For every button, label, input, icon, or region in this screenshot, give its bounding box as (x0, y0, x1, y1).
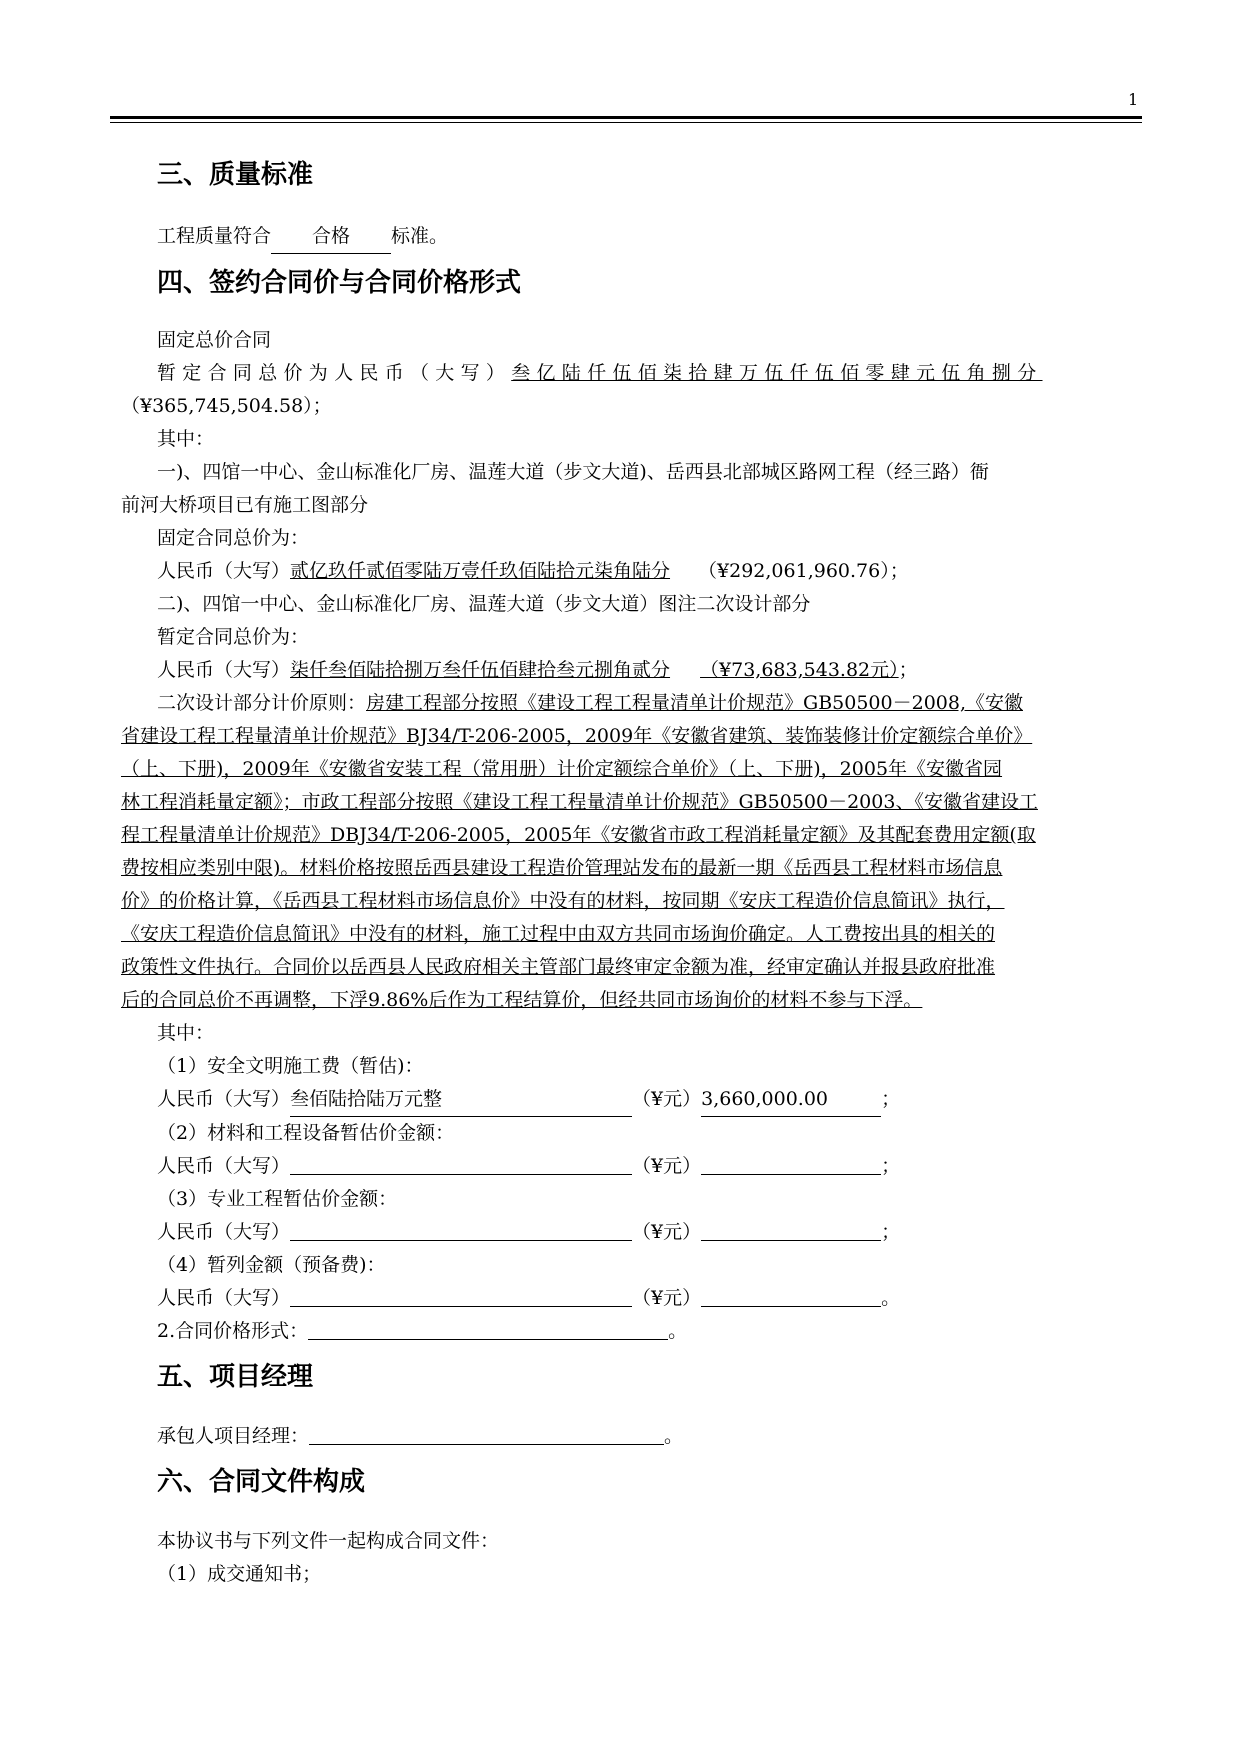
pricing-line-9: 后的合同总价不再调整，下浮9.86%后作为工程结算价，但经共同市场询价的材料不参与下浮。 (121, 989, 923, 1011)
item-3-rmb: 人民币（大写） (157, 1221, 291, 1243)
item-2-label: （2）材料和工程设备暂估价金额： (157, 1122, 455, 1144)
contract-docs-item-1: （1）成交通知书； (157, 1563, 322, 1585)
item-1-amount-line (157, 1083, 1137, 1117)
pricing-line-4: 程工程量清单计价规范》DBJ34/T-206-2005，2005年《安徽省市政工程消耗量定额》及其配套费用定额(取 (121, 824, 1036, 846)
contract-form-line (157, 1315, 1137, 1348)
part2-end: ； (898, 659, 918, 681)
part1-fixed-label: 固定合同总价为： (157, 527, 310, 549)
pricing-principles (121, 687, 1137, 1017)
item-4-words-blank (290, 1286, 632, 1307)
pricing-label: 二次设计部分计价原则： (157, 692, 367, 714)
part2-price-line (157, 654, 1137, 687)
item-2-amount-line (157, 1150, 1137, 1183)
total-price-prefix: 暂定合同总价为人民币（大写） (157, 362, 512, 384)
item-4-end: 。 (881, 1287, 901, 1309)
pricing-line-3: 林工程消耗量定额》；市政工程部分按照《建设工程工程量清单计价规范》GB50500－2003、《安徽省建设工 (121, 791, 1038, 813)
part1-words: 贰亿玖仟贰佰零陆万壹仟玖佰陆拾元柒角陆分 (290, 560, 671, 582)
item-3-words-blank (290, 1220, 632, 1241)
header-rule-thin (110, 122, 1142, 123)
pricing-line-8: 政策性文件执行。合同价以岳西县人民政府相关主管部门最终审定金额为准，经审定确认并报县政府批准 (121, 956, 996, 978)
item-4-yuan: （¥元） (632, 1287, 702, 1309)
item-1-digits: 3,660,000.00 (701, 1083, 881, 1117)
item-4-amount-line (157, 1282, 1137, 1315)
total-price-line (157, 357, 1137, 390)
project-manager-end: 。 (664, 1425, 684, 1447)
item-3-amount-line (157, 1216, 1137, 1249)
project-manager-blank (309, 1424, 664, 1445)
item-2-end: ； (881, 1155, 901, 1177)
section-4-title: 四、签约合同价与合同价格形式 (157, 268, 522, 298)
part1-rmb: 人民币（大写） (157, 560, 291, 582)
part1-price-line (157, 555, 1137, 588)
quality-prefix: 工程质量符合 (157, 225, 272, 247)
contract-form-label: 2.合同价格形式： (157, 1320, 309, 1342)
contract-form-blank (308, 1319, 668, 1340)
pricing-line-5: 费按相应类别中限)。材料价格按照岳西县建设工程造价管理站发布的最新一期《岳西县工程材料市场信息 (121, 857, 1003, 879)
item-4-label: （4）暂列金额（预备费)： (157, 1254, 386, 1276)
document-body (121, 160, 1137, 1591)
part2-rmb: 人民币（大写） (157, 659, 291, 681)
section-6-title: 六、合同文件构成 (157, 1467, 366, 1497)
item-2-words-blank (290, 1154, 632, 1175)
quality-suffix: 标准。 (391, 225, 449, 247)
pricing-line-0 (157, 687, 1137, 720)
item-3-digits-blank (701, 1220, 881, 1241)
part1-digits: （¥292,061,960.76）； (698, 560, 909, 582)
part1-line1: 一)、四馆一中心、金山标准化厂房、温莲大道（步文大道)、岳西县北部城区路网工程（经三路）衙 (157, 461, 989, 483)
pricing-line-1: 省建设工程工程量清单计价规范》BJ34/T-206-2005，2009年《安徽省建筑、装饰装修计价定额综合单价》 (121, 725, 1033, 747)
part2-line: 二)、四馆一中心、金山标准化厂房、温莲大道（步文大道）图注二次设计部分 (157, 593, 811, 615)
among-label: 其中： (157, 428, 215, 450)
item-3-yuan: （¥元） (632, 1221, 702, 1243)
part2-digits: （¥73,683,543.82元） (700, 659, 899, 681)
section-5-title: 五、项目经理 (157, 1362, 314, 1392)
total-price-digits: （¥365,745,504.58）； (121, 395, 332, 417)
pricing-line-2: （上、下册)，2009年《安徽省安装工程（常用册）计价定额综合单价》（上、下册)，2005年《安徽省园 (121, 758, 1003, 780)
item-2-yuan: （¥元） (632, 1155, 702, 1177)
item-1-words: 叁佰陆拾陆万元整 (290, 1083, 632, 1117)
section-3-title: 三、质量标准 (157, 160, 314, 190)
project-manager-label: 承包人项目经理： (157, 1425, 310, 1447)
contract-docs-intro: 本协议书与下列文件一起构成合同文件： (157, 1530, 500, 1552)
item-2-digits-blank (701, 1154, 881, 1175)
item-3-label: （3）专业工程暂估价金额： (157, 1188, 398, 1210)
item-1-yuan: （¥元） (632, 1088, 702, 1110)
item-4-digits-blank (701, 1286, 881, 1307)
item-1-end: ； (881, 1088, 901, 1110)
header-rule-thick (110, 116, 1142, 119)
part1-line2: 前河大桥项目已有施工图部分 (121, 494, 369, 516)
among-label-2: 其中： (157, 1022, 215, 1044)
item-1-label: （1）安全文明施工费（暂估)： (157, 1055, 424, 1077)
project-manager-line (157, 1420, 1137, 1453)
quality-standard-line (157, 220, 1137, 254)
contract-type: 固定总价合同 (157, 329, 272, 351)
pricing-line-6: 价》的价格计算，《岳西县工程材料市场信息价》中没有的材料，按同期《安庆工程造价信息简讯》执行， (121, 890, 1005, 912)
page-number: 1 (1128, 90, 1139, 109)
quality-value: 合格 (271, 220, 391, 254)
part2-words: 柒仟叁佰陆拾捌万叁仟伍佰肆拾叁元捌角贰分 (290, 659, 671, 681)
item-4-rmb: 人民币（大写） (157, 1287, 291, 1309)
contract-form-end: 。 (668, 1320, 688, 1342)
total-price-words: 叁亿陆仟伍佰柒拾肆万伍仟伍佰零肆元伍角捌分 (511, 362, 1043, 384)
item-1-rmb: 人民币（大写） (157, 1088, 291, 1110)
part2-label: 暂定合同总价为： (157, 626, 310, 648)
pricing-text-0: 房建工程部分按照《建设工程工程量清单计价规范》GB50500－2008,《安徽 (366, 692, 1023, 714)
pricing-line-7: 《安庆工程造价信息简讯》中没有的材料，施工过程中由双方共同市场询价确定。人工费按出具的相关的 (121, 923, 996, 945)
item-3-end: ； (881, 1221, 901, 1243)
item-2-rmb: 人民币（大写） (157, 1155, 291, 1177)
